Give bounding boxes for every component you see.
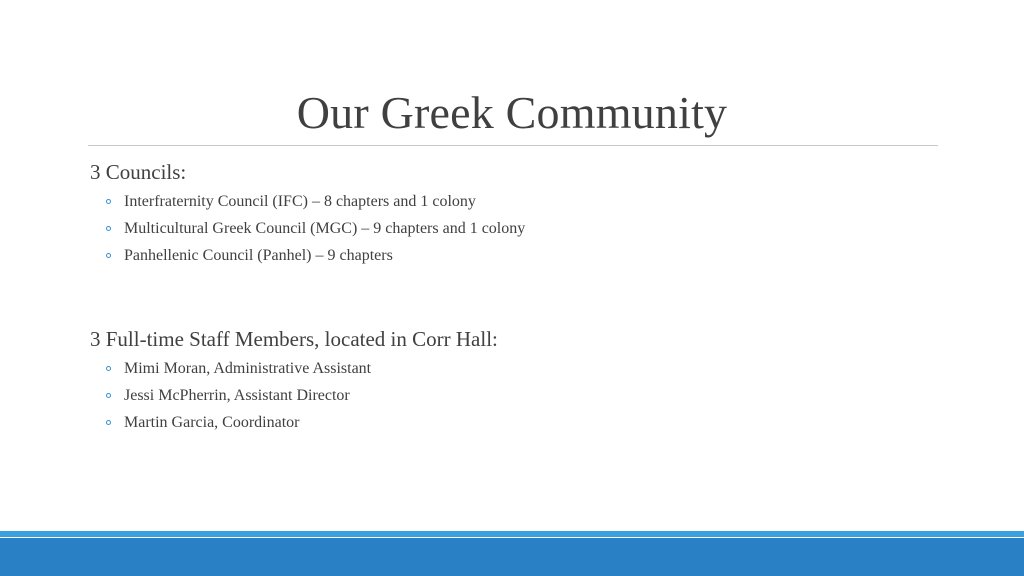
section-staff [90,325,498,436]
section-councils [90,158,525,269]
hollow-circle-bullet-icon [106,366,111,371]
list-item [90,409,498,436]
section-heading: 3 Councils: [90,160,187,184]
list-item [90,215,525,242]
list-item [90,188,525,215]
footer-accent-stripe [0,531,1024,537]
list-item-text: Mimi Moran, Administrative Assistant [124,360,372,377]
list-item [90,355,498,382]
councils-list [90,188,525,269]
list-item-text: Panhellenic Council (Panhel) – 9 chapters [124,247,393,264]
slide-title: Our Greek Community [296,87,728,138]
hollow-circle-bullet-icon [106,253,111,258]
staff-list [90,355,498,436]
list-item-text: Jessi McPherrin, Assistant Director [124,387,350,404]
list-item [90,382,498,409]
hollow-circle-bullet-icon [106,226,111,231]
title-divider [88,145,938,146]
footer-bar [0,538,1024,576]
section-heading: 3 Full-time Staff Members, located in Corr Hall: [90,327,498,351]
list-item-text: Martin Garcia, Coordinator [124,414,300,431]
list-item-text: Multicultural Greek Council (MGC) – 9 chapters and 1 colony [124,220,526,237]
hollow-circle-bullet-icon [106,199,111,204]
list-item-text: Interfraternity Council (IFC) – 8 chapters and 1 colony [124,193,476,210]
hollow-circle-bullet-icon [106,393,111,398]
hollow-circle-bullet-icon [106,420,111,425]
list-item [90,242,525,269]
